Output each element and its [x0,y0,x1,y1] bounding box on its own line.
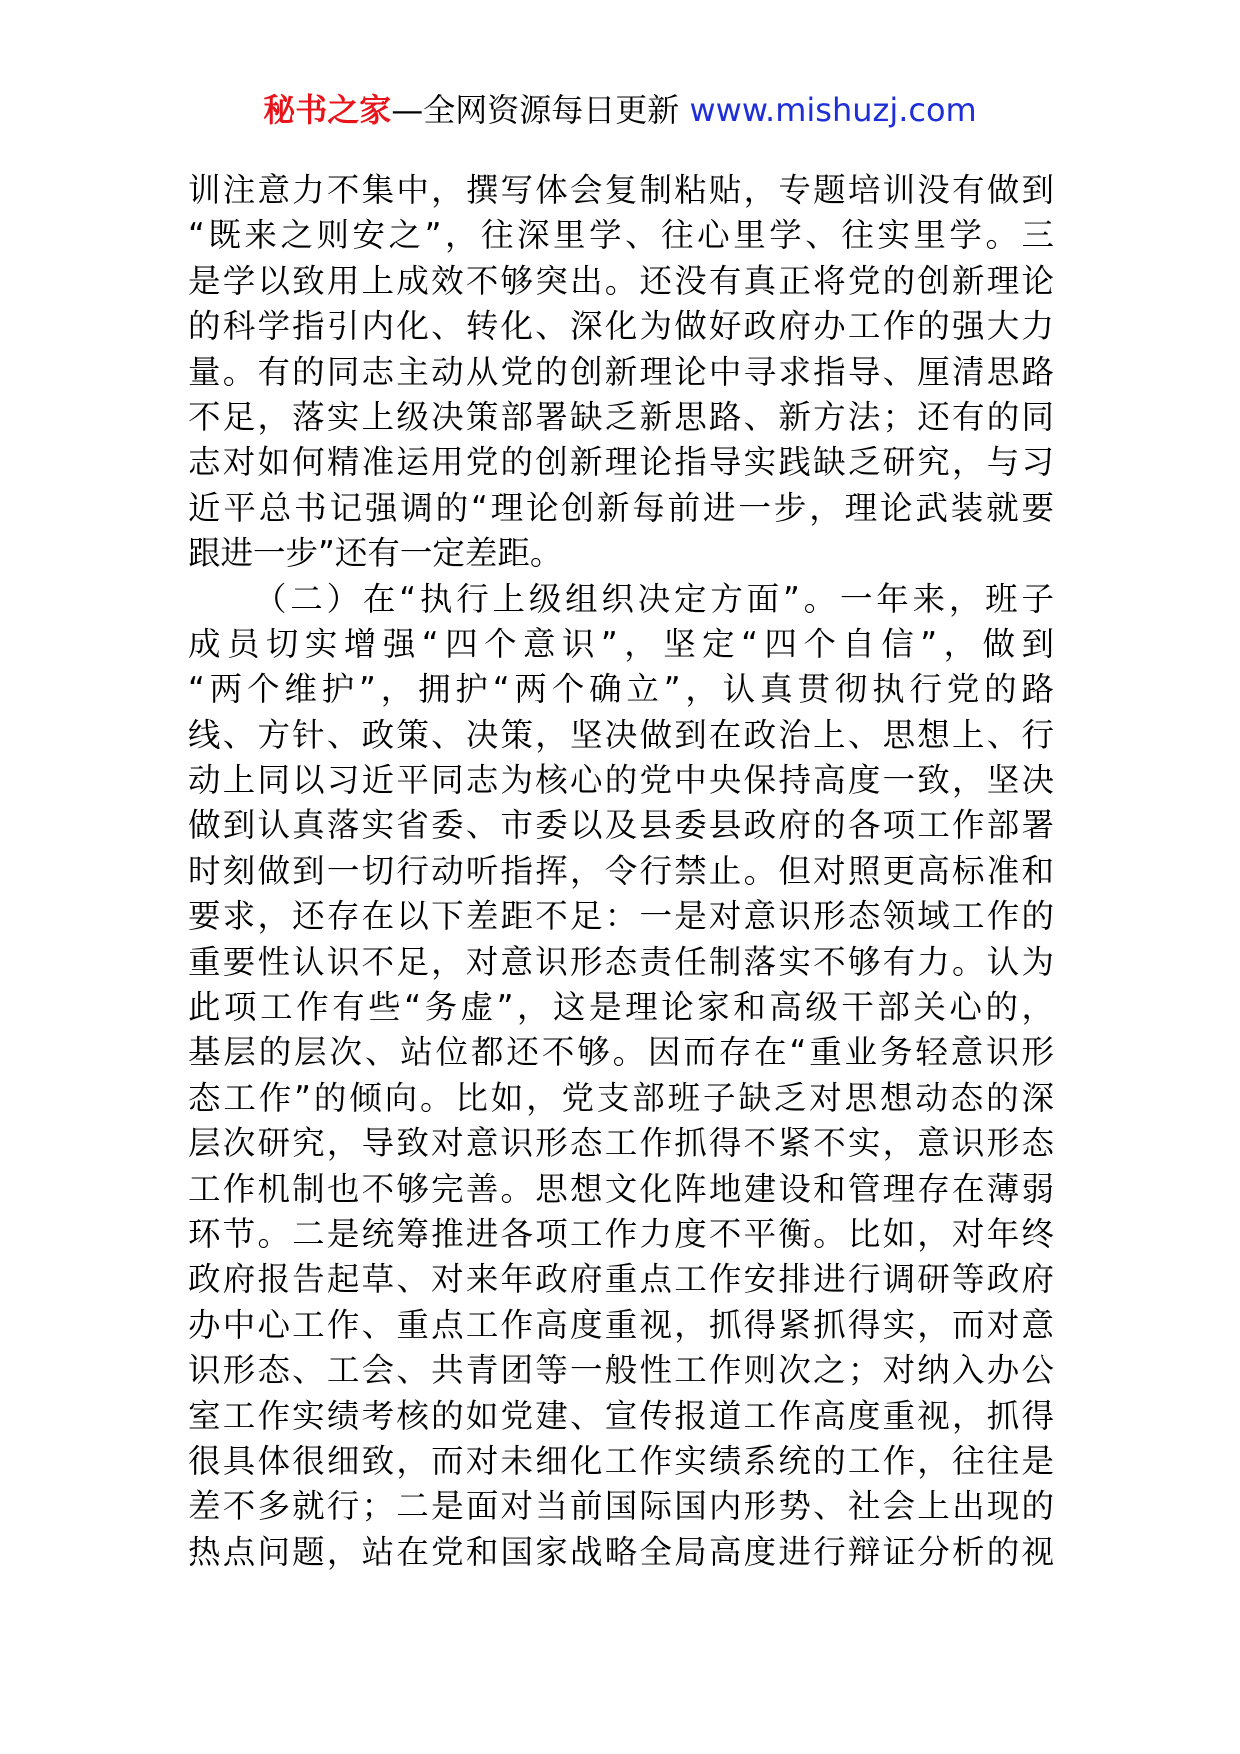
text-line: “既来之则安之”，往深里学、往心里学、往实里学。三 [188,216,1054,255]
text-line: 态工作”的倾向。比如，党支部班子缺乏对思想动态的深 [188,1078,1054,1117]
text-line: 志对如何精准运用党的创新理论指导实践缺乏研究，与习 [188,443,1054,482]
text-line: 重要性认识不足，对意识形态责任制落实不够有力。认为 [188,942,1054,981]
brand-name: 秘书之家 [263,91,392,129]
text-line: 线、方针、政策、决策，坚决做到在政治上、思想上、行 [188,715,1054,754]
text-line: 基层的层次、站位都还不够。因而存在“重业务轻意识形 [188,1033,1054,1072]
text-line: 层次研究，导致对意识形态工作抓得不紧不实，意识形态 [188,1124,1054,1163]
text-line: “两个维护”，拥护“两个确立”，认真贯彻执行党的路 [188,670,1054,709]
text-line: 此项工作有些“务虚”，这是理论家和高级干部关心的， [188,988,1054,1027]
text-line: 不足，落实上级决策部署缺乏新思路、新方法；还有的同 [188,397,1054,436]
section-heading-line: （二）在“执行上级组织决定方面”。一年来，班子 [254,579,1054,618]
text-line: 政府报告起草、对来年政府重点工作安排进行调研等政府 [188,1260,1054,1299]
text-line: 要求，还存在以下差距不足：一是对意识形态领域工作的 [188,897,1054,936]
text-line: 热点问题，站在党和国家战略全局高度进行辩证分析的视 [188,1532,1054,1571]
text-line: 动上同以习近平同志为核心的党中央保持高度一致，坚决 [188,761,1054,800]
site-header [0,88,1240,132]
text-line: 时刻做到一切行动听指挥，令行禁止。但对照更高标准和 [188,851,1054,890]
paragraph-end-line: 跟进一步”还有一定差距。 [188,534,563,573]
text-line: 识形态、工会、共青团等一般性工作则次之；对纳入办公 [188,1351,1054,1390]
text-line: 做到认真落实省委、市委以及县委县政府的各项工作部署 [188,806,1054,845]
text-line: 环节。二是统筹推进各项工作力度不平衡。比如，对年终 [188,1214,1054,1253]
document-body [188,168,1054,1575]
text-line: 量。有的同志主动从党的创新理论中寻求指导、厘清思路 [188,352,1054,391]
text-line: 差不多就行；二是面对当前国际国内形势、社会上出现的 [188,1487,1054,1526]
text-line: 室工作实绩考核的如党建、宣传报道工作高度重视，抓得 [188,1396,1054,1435]
text-line: 办中心工作、重点工作高度重视，抓得紧抓得实，而对意 [188,1305,1054,1344]
text-line: 是学以致用上成效不够突出。还没有真正将党的创新理论 [188,261,1054,300]
text-line: 成员切实增强“四个意识”，坚定“四个自信”，做到 [188,624,1054,663]
text-line: 很具体很细致，而对未细化工作实绩系统的工作，往往是 [188,1441,1054,1480]
site-url-link[interactable]: www.mishuzj.com [689,91,977,129]
text-line: 训注意力不集中，撰写体会复制粘贴，专题培训没有做到 [188,171,1054,209]
text-line: 工作机制也不够完善。思想文化阵地建设和管理存在薄弱 [188,1169,1054,1208]
text-line: 近平总书记强调的“理论创新每前进一步，理论武装就要 [188,488,1054,527]
header-tagline: —全网资源每日更新 [391,91,680,129]
text-line: 的科学指引内化、转化、深化为做好政府办工作的强大力 [188,307,1054,346]
